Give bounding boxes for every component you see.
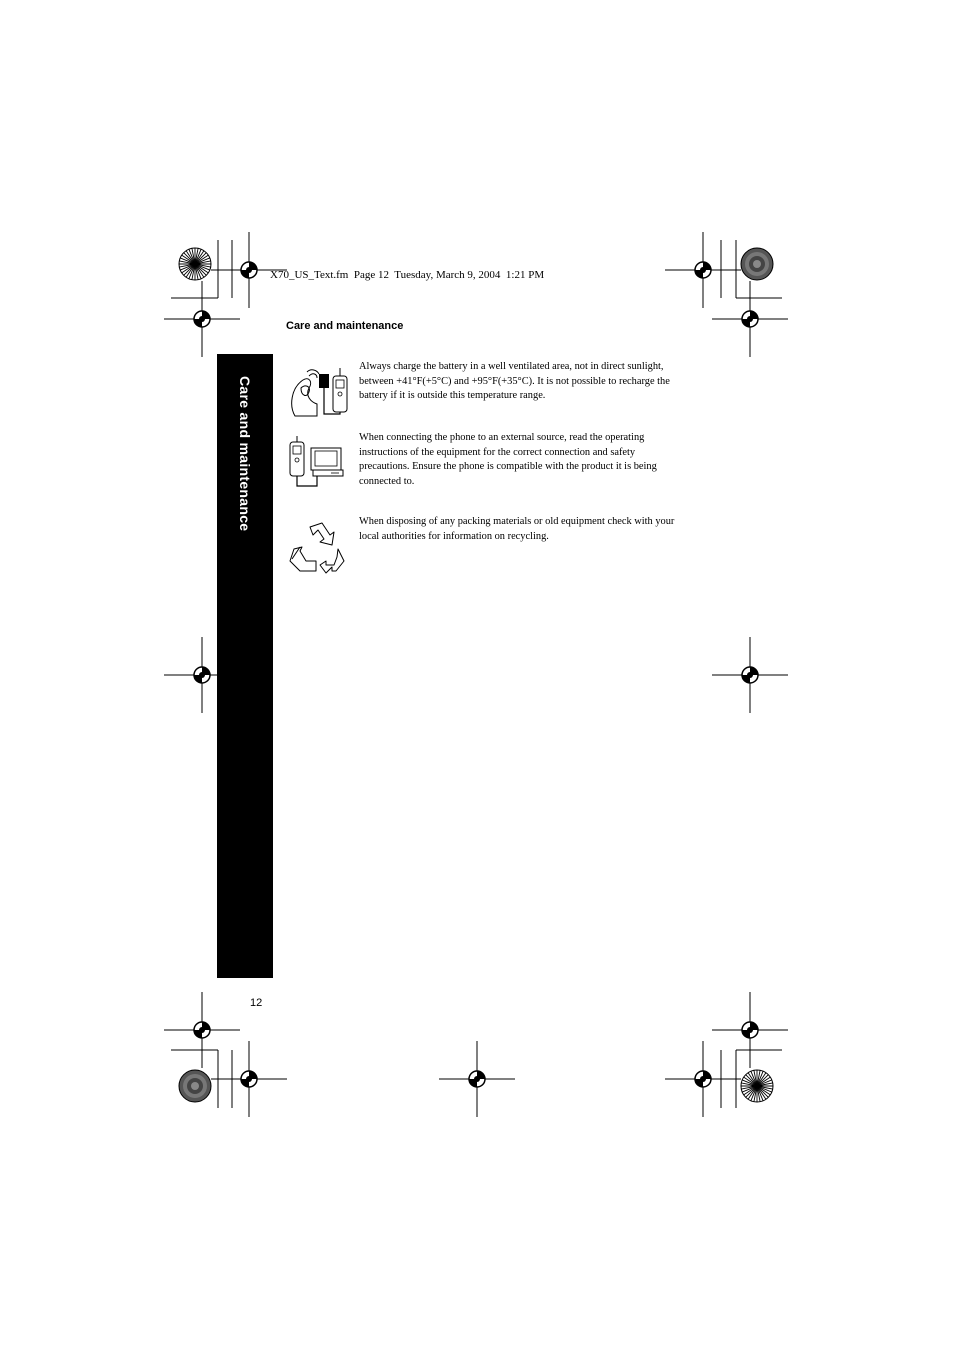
page-number: 12: [250, 997, 263, 1009]
battery-charging-text: Always charge the battery in a well ventilated area, not in direct sunlight, between +41°F(+5°C) and +95°F(+35°C). It is not possible to recharge the battery if it is outside this temperature range.: [359, 361, 670, 402]
external-connection-icon: [287, 436, 347, 497]
sidebar-label: Care and maintenance: [237, 376, 253, 532]
running-header: Care and maintenance: [286, 320, 404, 332]
battery-charging-icon: [287, 366, 351, 427]
sidebar-tab: [217, 354, 273, 978]
print-info-line: X70_US_Text.fm Page 12 Tuesday, March 9, 2004 1:21 PM: [270, 269, 545, 281]
recycling-icon: [288, 519, 346, 580]
recycling-text: When disposing of any packing materials or old equipment check with your local authorities for information on recycling.: [359, 516, 675, 542]
external-connection-text: When connecting the phone to an external source, read the operating instructions of the equipment for the correct connection and safety precautions. Ensure the phone is compatible with the product it is being connected to.: [359, 432, 657, 487]
